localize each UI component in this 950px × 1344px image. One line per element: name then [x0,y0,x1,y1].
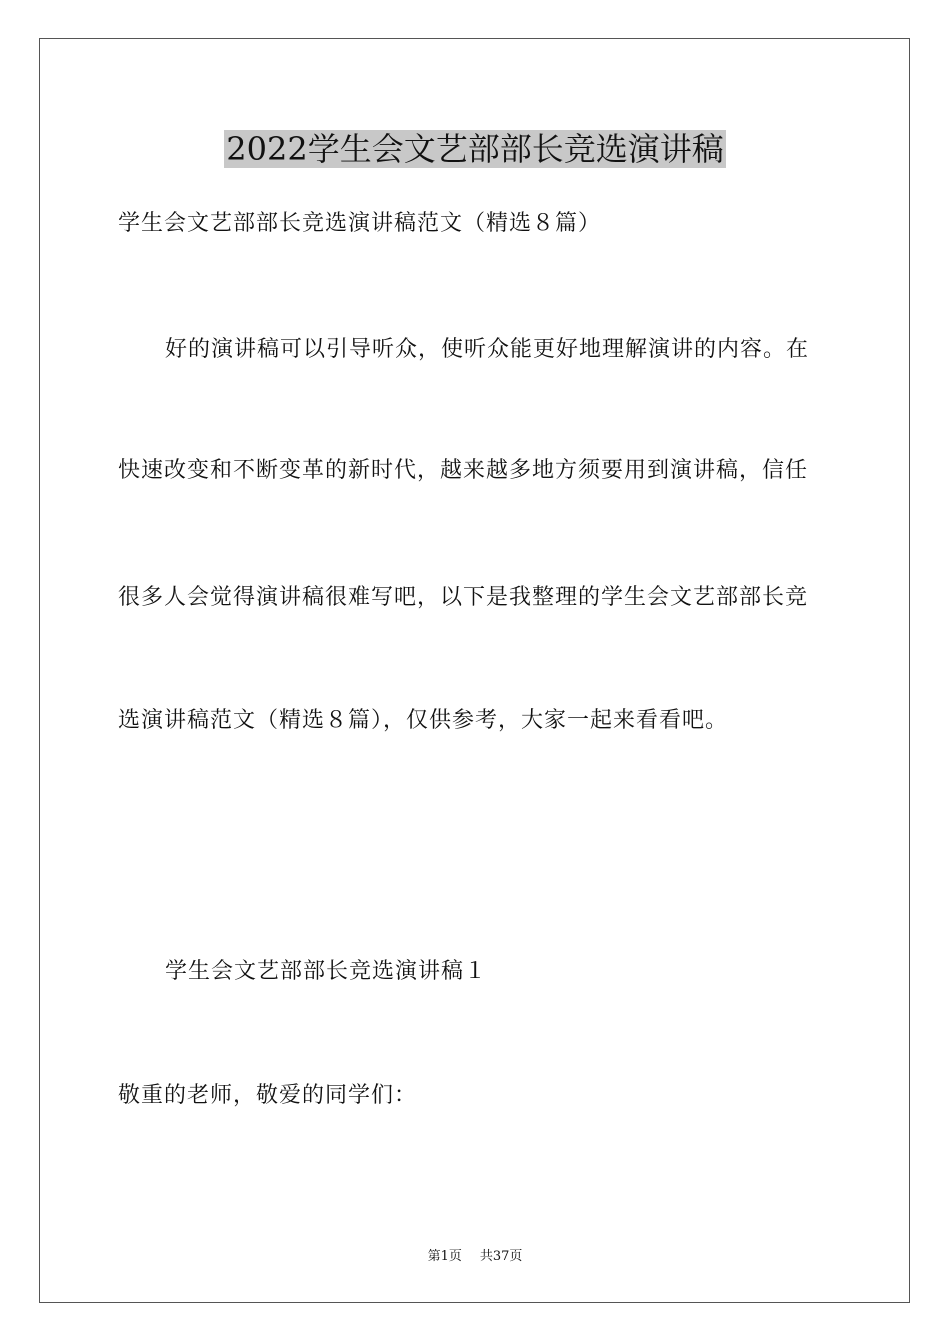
salutation: 敬重的老师，敬爱的同学们： [118,1083,418,1108]
page-footer [0,1248,950,1266]
page-number: 第1页 [427,1249,462,1264]
document-title-text: 2022学生会文艺部部长竞选演讲稿 [226,130,724,168]
paragraph-line-4: 选演讲稿范文（精选８篇），仅供参考，大家一起来看看吧。 [118,708,729,733]
section-heading: 学生会文艺部部长竞选演讲稿１ [165,959,488,984]
paragraph-line-1: 好的演讲稿可以引导听众，使听众能更好地理解演讲的内容。在 [165,337,810,362]
document-title [0,126,950,172]
page-total: 共37页 [479,1249,523,1264]
paragraph-line-3: 很多人会觉得演讲稿很难写吧，以下是我整理的学生会文艺部部长竞 [118,585,809,610]
document-subtitle: 学生会文艺部部长竞选演讲稿范文（精选８篇） [118,211,602,236]
paragraph-line-2: 快速改变和不断变革的新时代，越来越多地方须要用到演讲稿，信任 [118,458,809,483]
